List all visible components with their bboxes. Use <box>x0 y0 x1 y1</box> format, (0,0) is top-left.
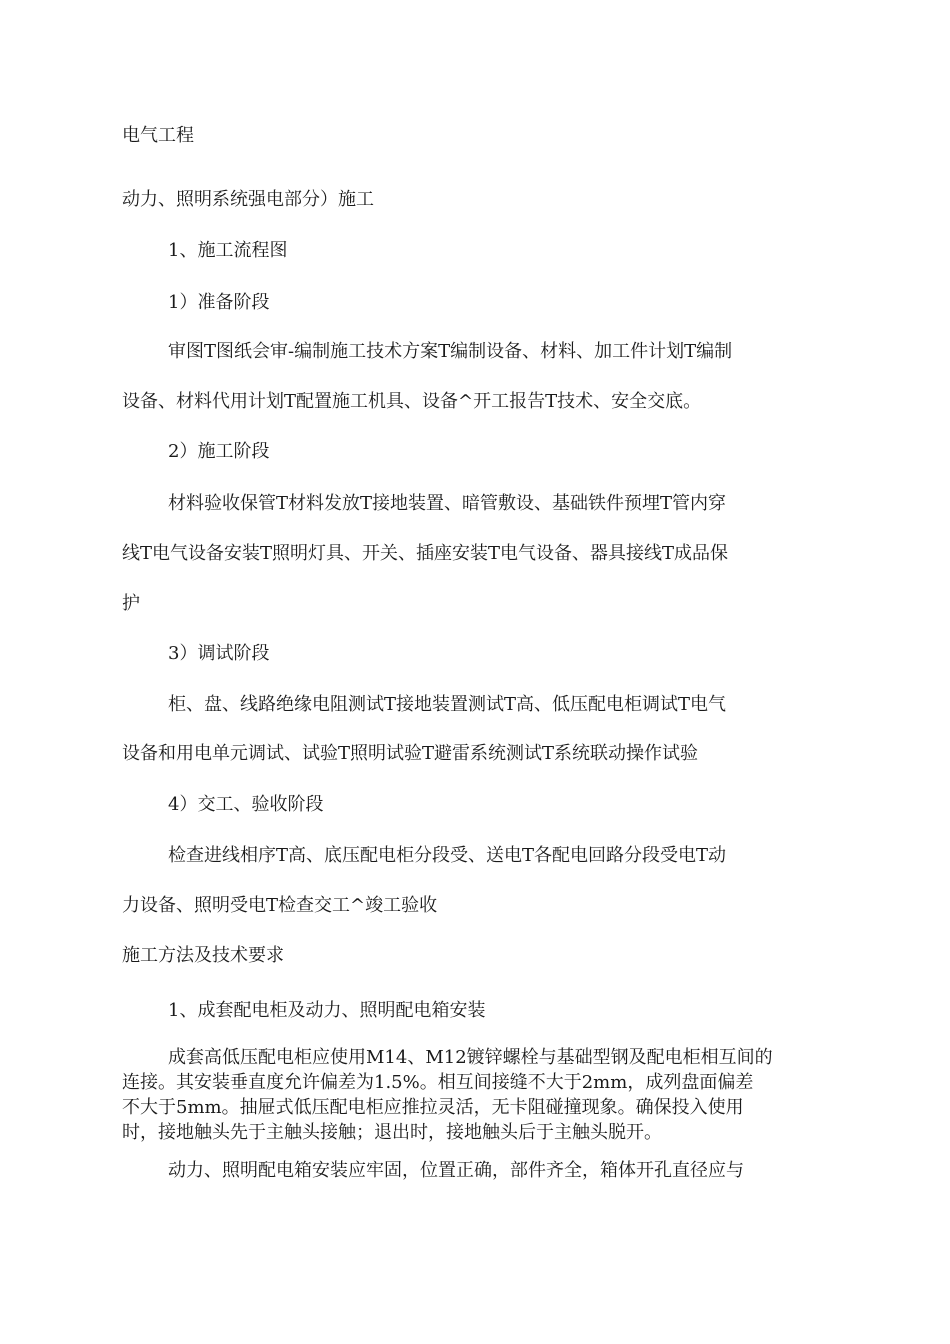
stage4-text-line: 力设备、照明受电T检查交工^竣工验收 <box>122 895 438 916</box>
stage2-text-line: 护 <box>122 593 140 614</box>
stage3-heading: 3）调试阶段 <box>168 643 270 664</box>
stage2-text-line: 材料验收保管T材料发放T接地装置、暗管敷设、基础铁件预埋T管内穿 <box>168 493 727 514</box>
stage2-heading: 2）施工阶段 <box>168 441 270 462</box>
item1-paragraph1-line: 时，接地触头先于主触头接触；退出时，接地触头后于主触头脱开。 <box>122 1122 662 1143</box>
item1-paragraph1-line: 连接。其安装垂直度允许偏差为1.5%。相互间接缝不大于2mm，成列盘面偏差 <box>122 1072 754 1093</box>
stage2-text-line: 线T电气设备安装T照明灯具、开关、插座安装T电气设备、器具接线T成品保 <box>122 543 729 564</box>
stage4-heading: 4）交工、验收阶段 <box>168 794 324 815</box>
section-title: 电气工程 <box>122 125 194 146</box>
stage3-text-line: 设备和用电单元调试、试验T照明试验T避雷系统测试T系统联动操作试验 <box>122 743 699 764</box>
stage1-text-line: 审图T图纸会审-编制施工技术方案T编制设备、材料、加工件计划T编制 <box>168 341 733 362</box>
stage1-text-line: 设备、材料代用计划T配置施工机具、设备^开工报告T技术、安全交底。 <box>122 391 702 412</box>
item1-paragraph2-line: 动力、照明配电箱安装应牢固，位置正确，部件齐全，箱体开孔直径应与 <box>168 1160 744 1181</box>
subsection-title: 动力、照明系统强电部分）施工 <box>122 189 374 210</box>
item1-paragraph1-line: 成套高低压配电柜应使用M14、M12镀锌螺栓与基础型钢及配电柜相互间的 <box>168 1047 773 1068</box>
stage3-text-line: 柜、盘、线路绝缘电阻测试T接地装置测试T高、低压配电柜调试T电气 <box>168 694 727 715</box>
item1-paragraph1-line: 不大于5mm。抽屉式低压配电柜应推拉灵活，无卡阻碰撞现象。确保投入使用 <box>122 1097 744 1118</box>
item1-heading: 1、成套配电柜及动力、照明配电箱安装 <box>168 1000 486 1021</box>
flow-heading: 1、施工流程图 <box>168 240 288 261</box>
methods-title: 施工方法及技术要求 <box>122 945 284 966</box>
stage4-text-line: 检查进线相序T高、底压配电柜分段受、送电T各配电回路分段受电T动 <box>168 845 727 866</box>
stage1-heading: 1）准备阶段 <box>168 292 270 313</box>
